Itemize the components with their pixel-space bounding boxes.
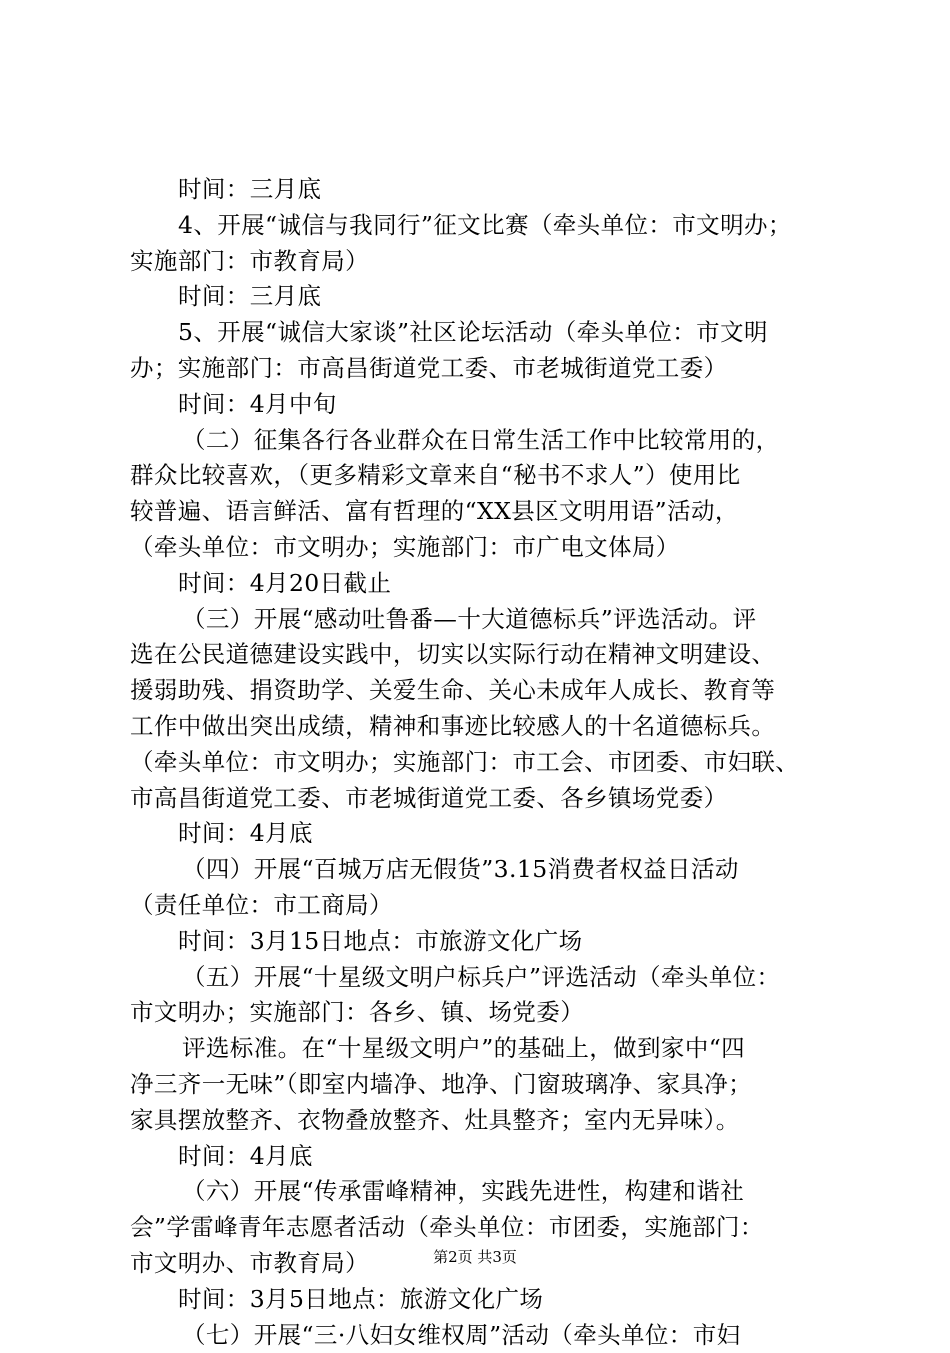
text-line: （四）开展“百城万店无假货”3.15消费者权益日活动: [130, 852, 860, 888]
text-line: （五）开展“十星级文明户标兵户”评选活动（牵头单位：: [130, 960, 860, 996]
text-line: 净三齐一无味”（即室内墙净、地净、门窗玻璃净、家具净；: [130, 1067, 860, 1103]
text-line: （牵头单位：市文明办；实施部门：市广电文体局）: [130, 530, 860, 566]
text-line: 时间：4月底: [130, 1139, 860, 1175]
page-footer: 第2页 共3页: [0, 1247, 950, 1267]
text-line: 办；实施部门：市高昌街道党工委、市老城街道党工委）: [130, 351, 860, 387]
text-line: 时间：3月15日地点：市旅游文化广场: [130, 924, 860, 960]
text-line: 时间：三月底: [130, 279, 860, 315]
text-line: （六）开展“传承雷峰精神，实践先进性，构建和谐社: [130, 1174, 860, 1210]
text-line: 时间：4月20日截止: [130, 566, 860, 602]
text-line: 时间：3月5日地点：旅游文化广场: [130, 1282, 860, 1318]
text-line: 评选标准。在“十星级文明户”的基础上，做到家中“四: [130, 1031, 860, 1067]
text-line: 市高昌街道党工委、市老城街道党工委、各乡镇场党委）: [130, 781, 860, 817]
text-line: 市文明办、市教育局）: [130, 1246, 860, 1282]
text-line: 时间：4月中旬: [130, 387, 860, 423]
text-line: （七）开展“三·八妇女维权周”活动（牵头单位：市妇: [130, 1318, 860, 1353]
text-line: 市文明办；实施部门：各乡、镇、场党委）: [130, 995, 860, 1031]
text-line: 5、开展“诚信大家谈”社区论坛活动（牵头单位：市文明: [130, 315, 860, 351]
text-line: 实施部门：市教育局）: [130, 244, 860, 280]
text-line: 会”学雷峰青年志愿者活动（牵头单位：市团委，实施部门：: [130, 1210, 860, 1246]
text-line: 时间：4月底: [130, 816, 860, 852]
text-line: 选在公民道德建设实践中，切实以实际行动在精神文明建设、: [130, 637, 860, 673]
text-line: 较普遍、语言鲜活、富有哲理的“XX县区文明用语”活动，: [130, 494, 860, 530]
text-line: 群众比较喜欢，（更多精彩文章来自“秘书不求人”）使用比: [130, 458, 860, 494]
text-line: 4、开展“诚信与我同行”征文比赛（牵头单位：市文明办；: [130, 208, 860, 244]
text-line: 时间：三月底: [130, 172, 860, 208]
text-line: （二）征集各行各业群众在日常生活工作中比较常用的，: [130, 423, 860, 459]
document-body: [130, 172, 860, 1353]
text-line: 家具摆放整齐、衣物叠放整齐、灶具整齐；室内无异味）。: [130, 1103, 860, 1139]
text-line: 援弱助残、捐资助学、关爱生命、关心未成年人成长、教育等: [130, 673, 860, 709]
text-line: （牵头单位：市文明办；实施部门：市工会、市团委、市妇联、: [130, 745, 860, 781]
text-line: （责任单位：市工商局）: [130, 888, 860, 924]
text-line: （三）开展“感动吐鲁番—十大道德标兵”评选活动。评: [130, 602, 860, 638]
text-line: 工作中做出突出成绩，精神和事迹比较感人的十名道德标兵。: [130, 709, 860, 745]
